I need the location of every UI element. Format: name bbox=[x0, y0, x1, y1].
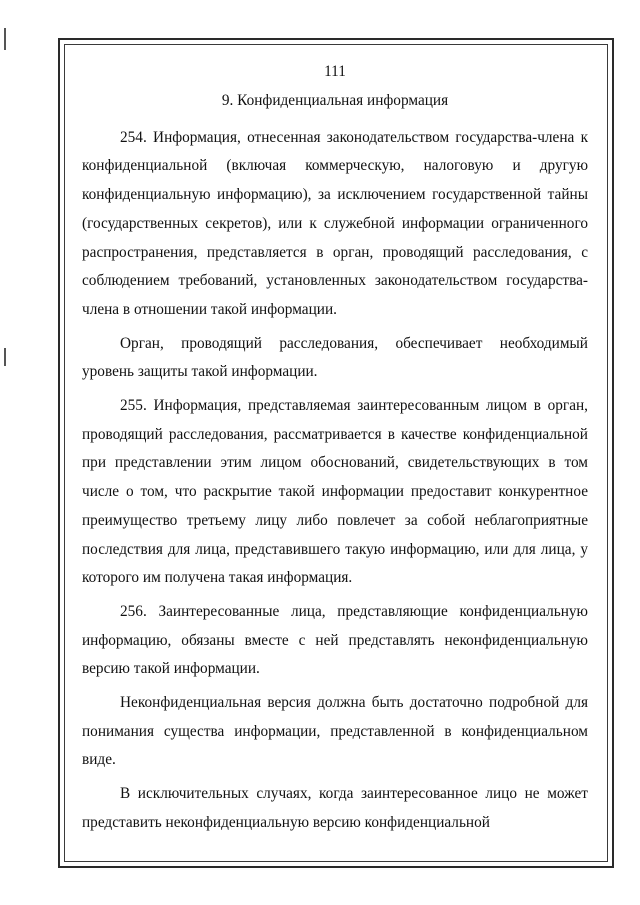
page-number: 111 bbox=[324, 63, 346, 80]
paragraph-nonconfidential-version: Неконфиденциальная версия должна быть достаточно подробной для понимания существа информации, представленной в конфиденциальном виде. bbox=[82, 694, 588, 769]
paragraph-256: 256. Заинтересованные лица, представляющие конфиденциальную информацию, обязаны вместе с ней представлять неконфиденциальную версию такой информации. bbox=[82, 602, 588, 678]
scan-margin-mark-top bbox=[4, 28, 6, 50]
paragraph-exceptional-cases: В исключительных случаях, когда заинтересованное лицо не может представить неконфиденциальную версию конфиденциальной bbox=[82, 785, 588, 831]
paragraph-protection: Орган, проводящий расследования, обеспечивает необходимый уровень защиты такой информации. bbox=[82, 334, 588, 381]
paragraph-255: 255. Информация, представляемая заинтересованным лицом в орган, проводящий расследования, рассматривается в качестве конфиденциальной при представлении этим лицом обоснований, свидетельствующих в том числе о том, что раскрытие такой информации предоставит конкурентное преимущество третьему лицу либо повлечет за собой неблагоприятные последствия для лица, представившего такую информацию, или для лица, у которого им получена такая информация. bbox=[82, 397, 588, 587]
document-body bbox=[82, 58, 588, 838]
scan-margin-mark-bottom bbox=[4, 348, 6, 366]
paragraph-254: 254. Информация, отнесенная законодательством государства-члена к конфиденциальной (включая коммерческую, налоговую и другую конфиденциальную информацию), за исключением государственной тайны (государственных секретов), или к служебной информации ограниченного распространения, представляется в орган, проводящий расследования, с соблюдением требований, установленных законодательством государства-члена в отношении такой информации. bbox=[82, 128, 588, 318]
section-heading: 9. Конфиденциальная информация bbox=[221, 92, 449, 109]
